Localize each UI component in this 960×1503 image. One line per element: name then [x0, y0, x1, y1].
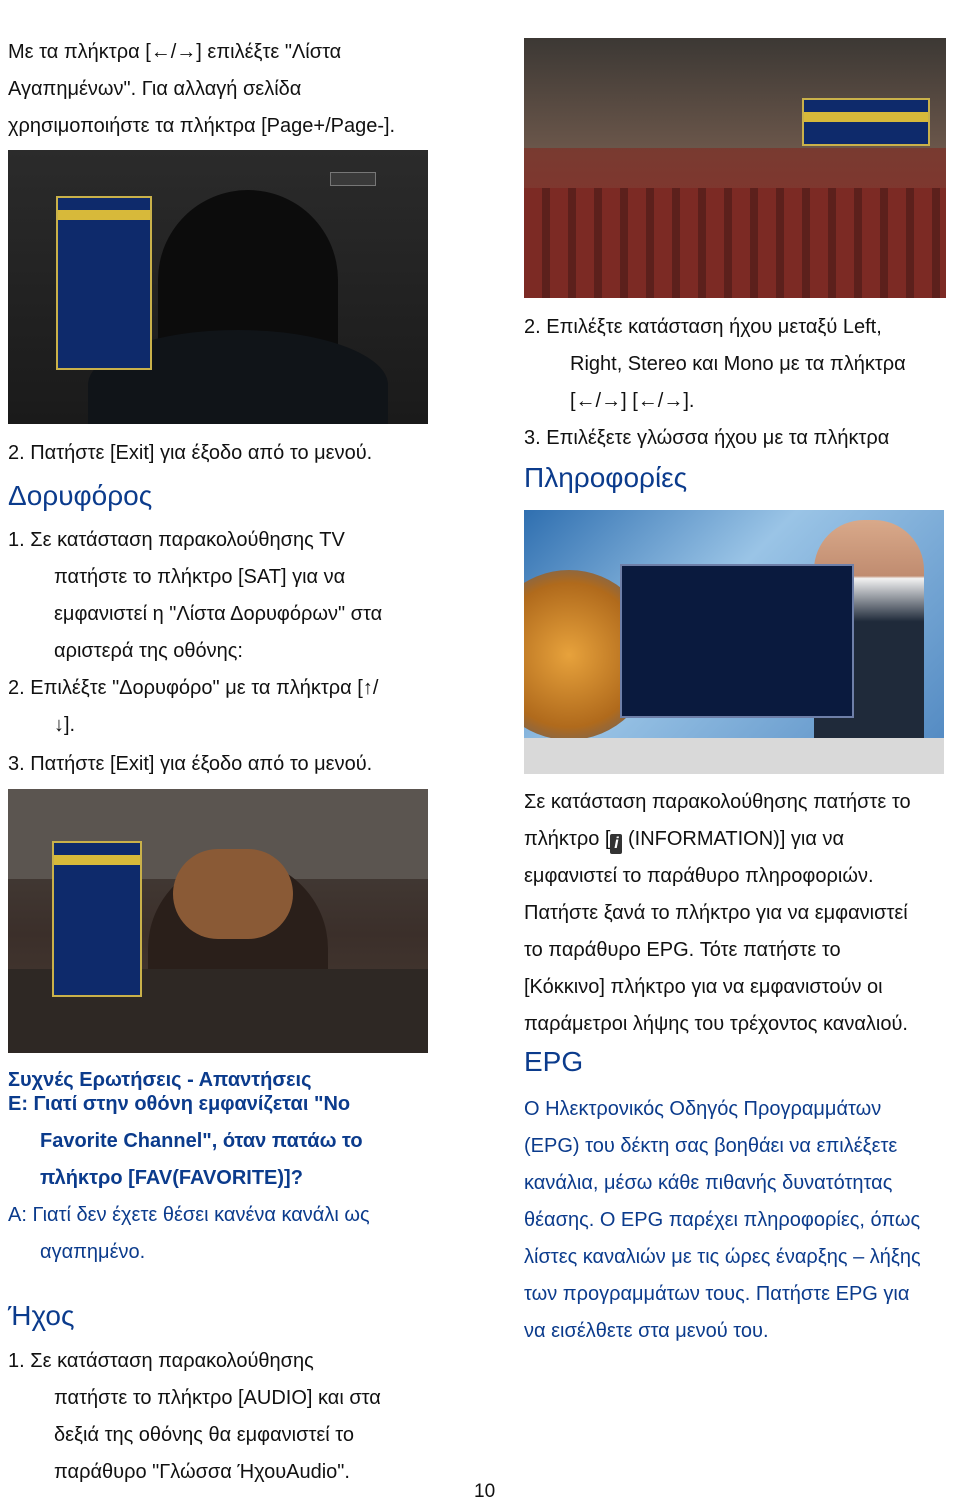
satellite-step-3: 3. Πατήστε [Exit] για έξοδο από το μενού.: [8, 753, 373, 775]
info-line-3: εμφανιστεί το παράθυρο πληροφοριών.: [524, 865, 874, 887]
audio-step-1-line-2: πατήστε το πλήκτρο [AUDIO] και στα: [54, 1387, 381, 1409]
satellite-step-2-line-2: ↓].: [54, 714, 76, 736]
osd-row: [628, 630, 846, 640]
osd-highlight-row: [804, 112, 928, 122]
audio-step-1-line-3: δεξιά της οθόνης θα εμφανιστεί το: [54, 1424, 355, 1446]
satellite-step-1-line-1: 1. Σε κατάσταση παρακολούθησης TV: [8, 529, 345, 551]
epg-line-3: κανάλια, μέσω κάθε πιθανής δυνατότητας: [524, 1172, 893, 1194]
hair-shape: [173, 849, 293, 939]
satellite-step-2-line-1: 2. Επιλέξτε "Δορυφόρο" με τα πλήκτρα [↑/: [8, 677, 379, 699]
osd-row: [628, 588, 846, 598]
osd-row: [628, 616, 846, 626]
audio-heading: Ήχος: [8, 1300, 75, 1331]
epg-line-1: Ο Ηλεκτρονικός Οδηγός Προγραμμάτων: [524, 1098, 882, 1120]
intro-line-2: Αγαπημένων". Για αλλαγή σελίδα: [8, 78, 302, 100]
epg-heading: EPG: [524, 1046, 584, 1077]
osd-row: [64, 225, 144, 235]
satellite-heading: Δορυφόρος: [8, 480, 153, 511]
osd-favorite-panel: [56, 196, 152, 370]
info-line-5: το παράθυρο EPG. Τότε πατήστε το: [524, 939, 841, 961]
epg-line-6: των προγραμμάτων τους. Πατήστε EPG για: [524, 1283, 910, 1305]
satellite-step-1-line-3: εμφανιστεί η "Λίστα Δορυφόρων" στα: [54, 603, 383, 625]
osd-row: [60, 869, 134, 879]
audio-step-2-line-2: Right, Stereo και Mono με τα πλήκτρα: [570, 353, 906, 375]
faq-question-line-1: Ε: Γιατί στην οθόνη εμφανίζεται "No: [8, 1093, 351, 1115]
info-line-2-start: πλήκτρο [: [524, 828, 611, 850]
satellite-step-1-line-2: πατήστε το πλήκτρο [SAT] για να: [54, 566, 346, 588]
info-button-icon: i: [610, 834, 622, 854]
audio-language-screenshot: [524, 38, 946, 298]
faq-question-line-2: Favorite Channel", όταν πατάω το: [40, 1130, 363, 1152]
faq-heading: Συχνές Ερωτήσεις - Απαντήσεις: [8, 1069, 312, 1091]
osd-row: [810, 126, 922, 136]
info-line-2: [524, 827, 844, 854]
osd-satellite-panel: [52, 841, 142, 997]
osd-row: [628, 574, 846, 584]
audio-step-1-line-4: παράθυρο "Γλώσσα ΉχουAudio".: [54, 1461, 350, 1483]
audio-step-1-line-1: 1. Σε κατάσταση παρακολούθησης: [8, 1350, 314, 1372]
osd-audio-panel: [802, 98, 930, 146]
desk-shape: [524, 738, 944, 774]
info-line-7: παράμετροι λήψης του τρέχοντος καναλιού.: [524, 1013, 908, 1035]
faq-answer-line-2: αγαπημένο.: [40, 1241, 146, 1263]
epg-line-5: λίστες καναλιών με τις ώρες έναρξης – λήξης: [524, 1246, 921, 1268]
faq-question-line-3: πλήκτρο [FAV(FAVORITE)]?: [40, 1167, 303, 1189]
favorite-list-screenshot: [8, 150, 428, 424]
audio-step-2-line-3: [←/→] [←/→].: [570, 390, 695, 412]
audio-step-3: 3. Επιλέξετε γλώσσα ήχου με τα πλήκτρα: [524, 427, 890, 449]
information-heading: Πληροφορίες: [524, 462, 688, 493]
satellite-list-screenshot: [8, 789, 428, 1053]
info-line-6: [Κόκκινο] πλήκτρο για να εμφανιστούν οι: [524, 976, 883, 998]
osd-row: [628, 602, 846, 612]
intro-line-1: Με τα πλήκτρα [←/→] επιλέξτε "Λίστα: [8, 41, 342, 63]
audio-step-2-line-1: 2. Επιλέξτε κατάσταση ήχου μεταξύ Left,: [524, 316, 882, 338]
info-line-2-end: (INFORMATION)] για να: [622, 828, 845, 850]
osd-time-box: [330, 172, 376, 186]
osd-information-panel: [620, 564, 854, 718]
epg-line-4: θέασης. Ο EPG παρέχει πληροφορίες, όπως: [524, 1209, 921, 1231]
info-line-4: Πατήστε ξανά το πλήκτρο για να εμφανιστεί: [524, 902, 908, 924]
information-screenshot: [524, 510, 944, 774]
faq-answer-line-1: Α: Γιατί δεν έχετε θέσει κανένα κανάλι ως: [8, 1204, 370, 1226]
seat-rows: [524, 188, 946, 298]
page-number: 10: [474, 1481, 496, 1502]
osd-row: [628, 644, 846, 654]
osd-row: [64, 238, 144, 248]
info-line-1: Σε κατάσταση παρακολούθησης πατήστε το: [524, 791, 911, 813]
epg-line-7: να εισέλθετε στα μενού του.: [524, 1320, 769, 1342]
osd-highlight-row: [54, 855, 140, 865]
fav-exit-step: 2. Πατήστε [Exit] για έξοδο από το μενού.: [8, 442, 373, 464]
intro-line-3: χρησιμοποιήστε τα πλήκτρα [Page+/Page-].: [8, 115, 396, 137]
osd-highlight-row: [58, 210, 150, 220]
satellite-step-1-line-4: αριστερά της οθόνης:: [54, 640, 243, 662]
epg-line-2: (EPG) του δέκτη σας βοηθάει να επιλέξετε: [524, 1135, 898, 1157]
